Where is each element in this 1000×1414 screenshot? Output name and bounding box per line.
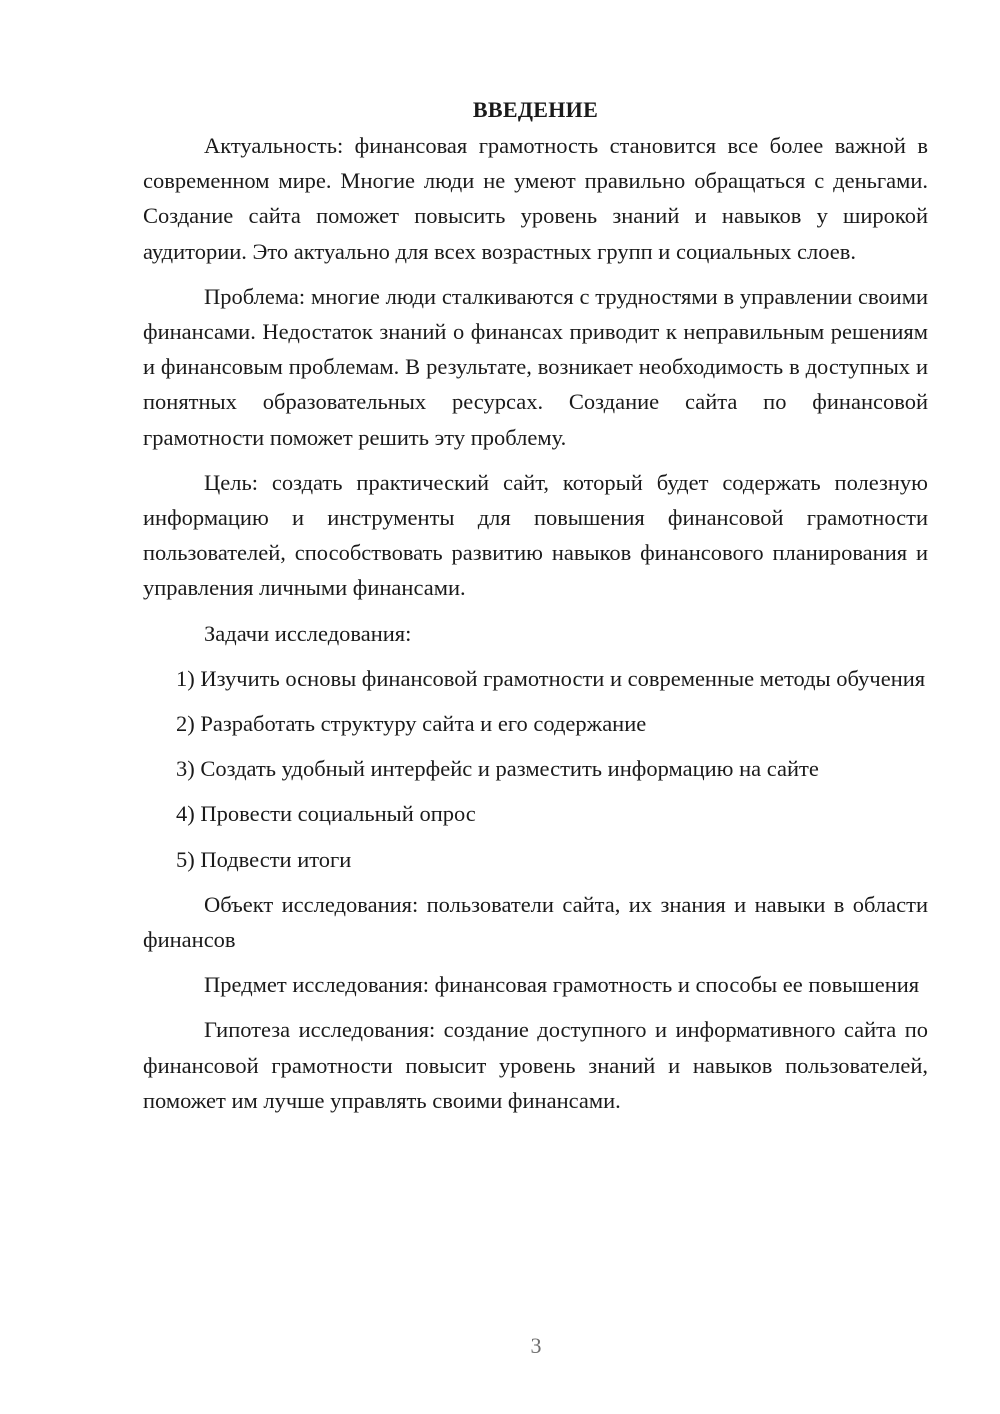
goal-paragraph: Цель: создать практический сайт, который будет содержать полезную информацию и инструменты для повышения финансовой грамотности пользователей, способствовать развитию навыков финансового планирования и управления личными финансами. [143, 469, 928, 601]
subject-paragraph: Предмет исследования: финансовая грамотность и способы ее повышения [204, 972, 920, 998]
task-item: 5) Подвести итоги [176, 846, 352, 872]
page-title: ВВЕДЕНИЕ [472, 97, 599, 122]
task-item: 1) Изучить основы финансовой грамотности и современные методы обучения [176, 665, 926, 691]
task-item: 4) Провести социальный опрос [176, 801, 476, 827]
problem-paragraph: Проблема: многие люди сталкиваются с трудностями в управлении своими финансами. Недостаток знаний о финансах приводит к неправильным решениям и финансовым проблемам. В результате, возникает необходимость в доступных и понятных образовательных ресурсах. Создание сайта по финансовой грамотности поможет решить эту проблему. [143, 283, 928, 450]
document-page [143, 92, 928, 1128]
task-item: 2) Разработать структуру сайта и его содержание [176, 711, 647, 737]
task-item: 3) Создать удобный интерфейс и разместить информацию на сайте [176, 756, 819, 782]
relevance-paragraph: Актуальность: финансовая грамотность становится все более важной в современном мире. Многие люди не умеют правильно обращаться с деньгами. Создание сайта поможет повысить уровень знаний и навыков у широкой аудитории. Это актуально для всех возрастных групп и социальных слоев. [143, 133, 928, 264]
object-paragraph: Объект исследования: пользователи сайта, их знания и навыки в области финансов [143, 891, 928, 953]
page-number: 3 [530, 1333, 542, 1358]
hypothesis-paragraph: Гипотеза исследования: создание доступного и информативного сайта по финансовой грамотности повысит уровень знаний и навыков пользователей, поможет им лучше управлять своими финансами. [143, 1017, 928, 1113]
tasks-list [143, 661, 928, 877]
tasks-heading: Задачи исследования: [204, 620, 412, 646]
